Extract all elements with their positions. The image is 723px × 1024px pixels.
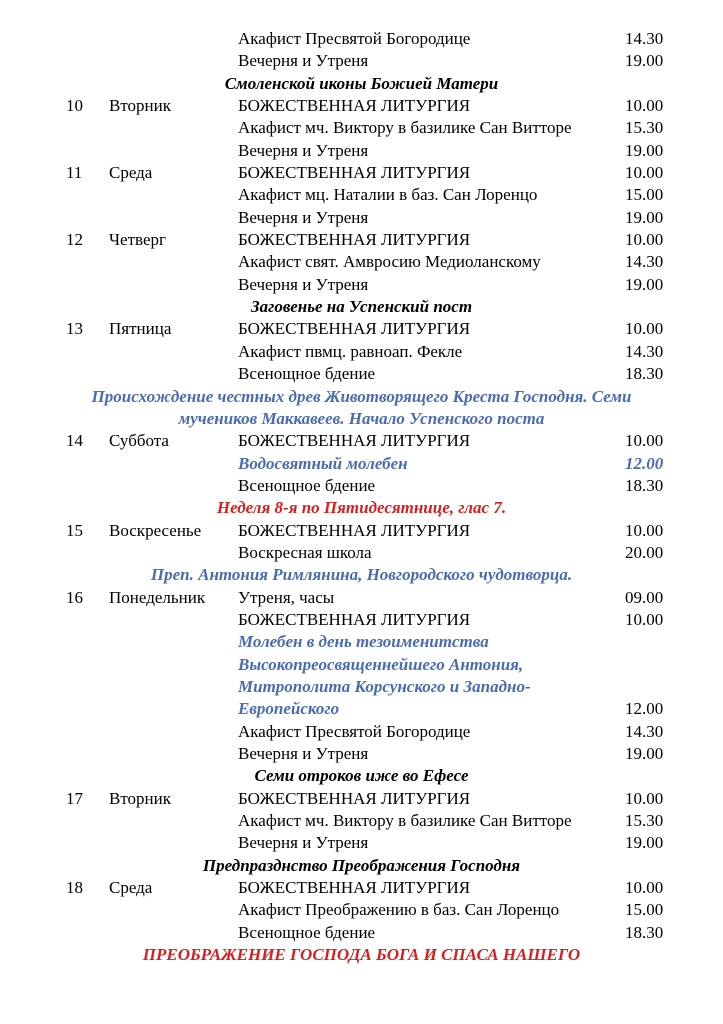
- service-name: БОЖЕСТВЕННАЯ ЛИТУРГИЯ: [238, 609, 471, 629]
- schedule-row: [0, 743, 723, 765]
- service-name: Всенощное бдение: [238, 475, 376, 495]
- schedule-heading: мучеников Маккавеев. Начало Успенского поста: [178, 408, 545, 428]
- service-name: БОЖЕСТВЕННАЯ ЛИТУРГИЯ: [238, 96, 471, 116]
- service-name: БОЖЕСТВЕННАЯ ЛИТУРГИЯ: [238, 520, 471, 540]
- schedule-row: [0, 520, 723, 542]
- service-name: Водосвятный молебен: [238, 453, 408, 473]
- service-name: БОЖЕСТВЕННАЯ ЛИТУРГИЯ: [238, 431, 471, 451]
- service-time: 14.30: [625, 721, 664, 741]
- service-time: 19.00: [625, 274, 664, 294]
- service-time: 10.00: [625, 319, 664, 339]
- service-name: Акафист Преображению в баз. Сан Лоренцо: [238, 900, 560, 920]
- service-time: 10.00: [625, 609, 664, 629]
- service-name: Акафист свят. Амвросию Медиоланскому: [238, 252, 541, 272]
- schedule-row: [0, 184, 723, 206]
- service-time: 10.00: [625, 788, 664, 808]
- service-name: Воскресная школа: [238, 542, 372, 562]
- schedule-heading: Семи отроков иже во Ефесе: [254, 766, 469, 786]
- service-name: Европейского: [238, 699, 340, 719]
- schedule-row: [0, 95, 723, 117]
- service-time: 18.30: [625, 475, 664, 495]
- day-number: 18: [66, 878, 83, 898]
- weekday: Пятница: [109, 319, 172, 339]
- service-name: БОЖЕСТВЕННАЯ ЛИТУРГИЯ: [238, 788, 471, 808]
- service-name: Высокопреосвященнейшего Антония,: [238, 654, 524, 674]
- service-time: 19.00: [625, 207, 664, 227]
- schedule-row: [0, 430, 723, 452]
- service-time: 10.00: [625, 878, 664, 898]
- service-time: 10.00: [625, 431, 664, 451]
- day-number: 10: [66, 96, 83, 116]
- schedule-row: [0, 899, 723, 921]
- service-time: 10.00: [625, 520, 664, 540]
- schedule-row: [0, 922, 723, 944]
- schedule-row: [0, 788, 723, 810]
- weekday: Воскресенье: [109, 520, 202, 540]
- schedule-row: [0, 50, 723, 72]
- service-name: Вечерня и Утреня: [238, 51, 369, 71]
- service-time: 12.00: [625, 453, 664, 473]
- weekday: Среда: [109, 878, 153, 898]
- schedule-row: [0, 587, 723, 609]
- service-name: Вечерня и Утреня: [238, 744, 369, 763]
- service-name: Акафист мч. Виктору в базилике Сан Витторе: [238, 811, 572, 831]
- service-time: 14.30: [625, 341, 664, 361]
- schedule-row: [0, 229, 723, 251]
- weekday: Среда: [109, 163, 153, 183]
- day-number: 15: [66, 520, 83, 540]
- service-name: Акафист мц. Наталии в баз. Сан Лоренцо: [238, 185, 538, 205]
- schedule-row: [0, 542, 723, 564]
- weekday: Понедельник: [109, 587, 206, 607]
- service-name: Акафист пвмц. равноап. Фекле: [238, 341, 463, 361]
- schedule-list: [0, 28, 723, 966]
- weekday: Суббота: [109, 431, 169, 451]
- day-number: 17: [66, 788, 83, 808]
- schedule-row: [0, 117, 723, 139]
- schedule-row: [0, 341, 723, 363]
- schedule-row: [0, 698, 723, 720]
- schedule-heading: ПРЕОБРАЖЕНИЕ ГОСПОДА БОГА И СПАСА НАШЕГО: [142, 945, 581, 965]
- service-time: 14.30: [625, 29, 664, 48]
- schedule-row: [0, 28, 723, 50]
- weekday: Вторник: [109, 788, 171, 808]
- service-name: Вечерня и Утреня: [238, 274, 369, 294]
- service-time: 15.30: [625, 118, 664, 138]
- service-name: Всенощное бдение: [238, 364, 376, 384]
- schedule-heading: Смоленской иконы Божией Матери: [224, 73, 499, 93]
- service-time: 12.00: [625, 699, 664, 719]
- schedule-row: [0, 721, 723, 743]
- schedule-row: [0, 274, 723, 296]
- service-time: 10.00: [625, 163, 664, 183]
- service-time: 20.00: [625, 542, 664, 562]
- service-name: Митрополита Корсунского и Западно-: [238, 676, 531, 696]
- service-name: БОЖЕСТВЕННАЯ ЛИТУРГИЯ: [238, 878, 471, 898]
- schedule-row: [0, 810, 723, 832]
- service-time: 18.30: [625, 364, 664, 384]
- weekday: Вторник: [109, 96, 171, 116]
- service-name: Акафист мч. Виктору в базилике Сан Витторе: [238, 118, 572, 138]
- day-number: 16: [66, 587, 83, 607]
- service-time: 18.30: [625, 922, 664, 942]
- service-time: 10.00: [625, 230, 664, 250]
- schedule-row: [0, 654, 723, 676]
- day-number: 12: [66, 230, 83, 250]
- service-time: 14.30: [625, 252, 664, 272]
- schedule-row: [0, 363, 723, 385]
- schedule-row: [0, 162, 723, 184]
- schedule-row: [0, 251, 723, 273]
- schedule-row: [0, 475, 723, 497]
- schedule-row: [0, 609, 723, 631]
- service-name: Вечерня и Утреня: [238, 207, 369, 227]
- schedule-row: [0, 140, 723, 162]
- service-name: БОЖЕСТВЕННАЯ ЛИТУРГИЯ: [238, 319, 471, 339]
- day-number: 11: [66, 163, 83, 183]
- service-name: Акафист Пресвятой Богородице: [238, 721, 471, 741]
- service-name: Всенощное бдение: [238, 922, 376, 942]
- day-number: 13: [66, 319, 83, 339]
- schedule-heading: Неделя 8-я по Пятидесятнице, глас 7.: [216, 498, 507, 518]
- schedule-heading: Преп. Антония Римлянина, Новгородского чудотворца.: [150, 565, 573, 585]
- schedule-heading: Предпразднство Преображения Господня: [202, 855, 521, 875]
- service-time: 15.00: [625, 900, 664, 920]
- day-number: 14: [66, 431, 83, 451]
- service-time: 19.00: [625, 51, 664, 71]
- schedule-heading: Заговенье на Успенский пост: [250, 297, 473, 317]
- service-name: Молебен в день тезоименитства: [238, 632, 489, 652]
- service-time: 19.00: [625, 833, 664, 853]
- service-time: 15.30: [625, 811, 664, 831]
- schedule-page: [0, 28, 723, 966]
- service-time: 19.00: [625, 140, 664, 160]
- schedule-row: [0, 877, 723, 899]
- schedule-row: [0, 631, 723, 653]
- service-name: БОЖЕСТВЕННАЯ ЛИТУРГИЯ: [238, 163, 471, 183]
- service-name: Утреня, часы: [238, 587, 335, 607]
- service-time: 09.00: [625, 587, 664, 607]
- schedule-row: [0, 453, 723, 475]
- schedule-row: [0, 318, 723, 340]
- schedule-row: [0, 676, 723, 698]
- service-time: 15.00: [625, 185, 664, 205]
- service-name: Вечерня и Утреня: [238, 140, 369, 160]
- weekday: Четверг: [109, 230, 166, 250]
- service-name: Вечерня и Утреня: [238, 833, 369, 853]
- service-name: Акафист Пресвятой Богородице: [238, 29, 471, 48]
- schedule-row: [0, 832, 723, 854]
- service-name: БОЖЕСТВЕННАЯ ЛИТУРГИЯ: [238, 230, 471, 250]
- service-time: 10.00: [625, 96, 664, 116]
- schedule-row: [0, 207, 723, 229]
- service-time: 19.00: [625, 744, 664, 763]
- schedule-heading: Происхождение честных древ Животворящего Креста Господня. Семи: [91, 386, 632, 406]
